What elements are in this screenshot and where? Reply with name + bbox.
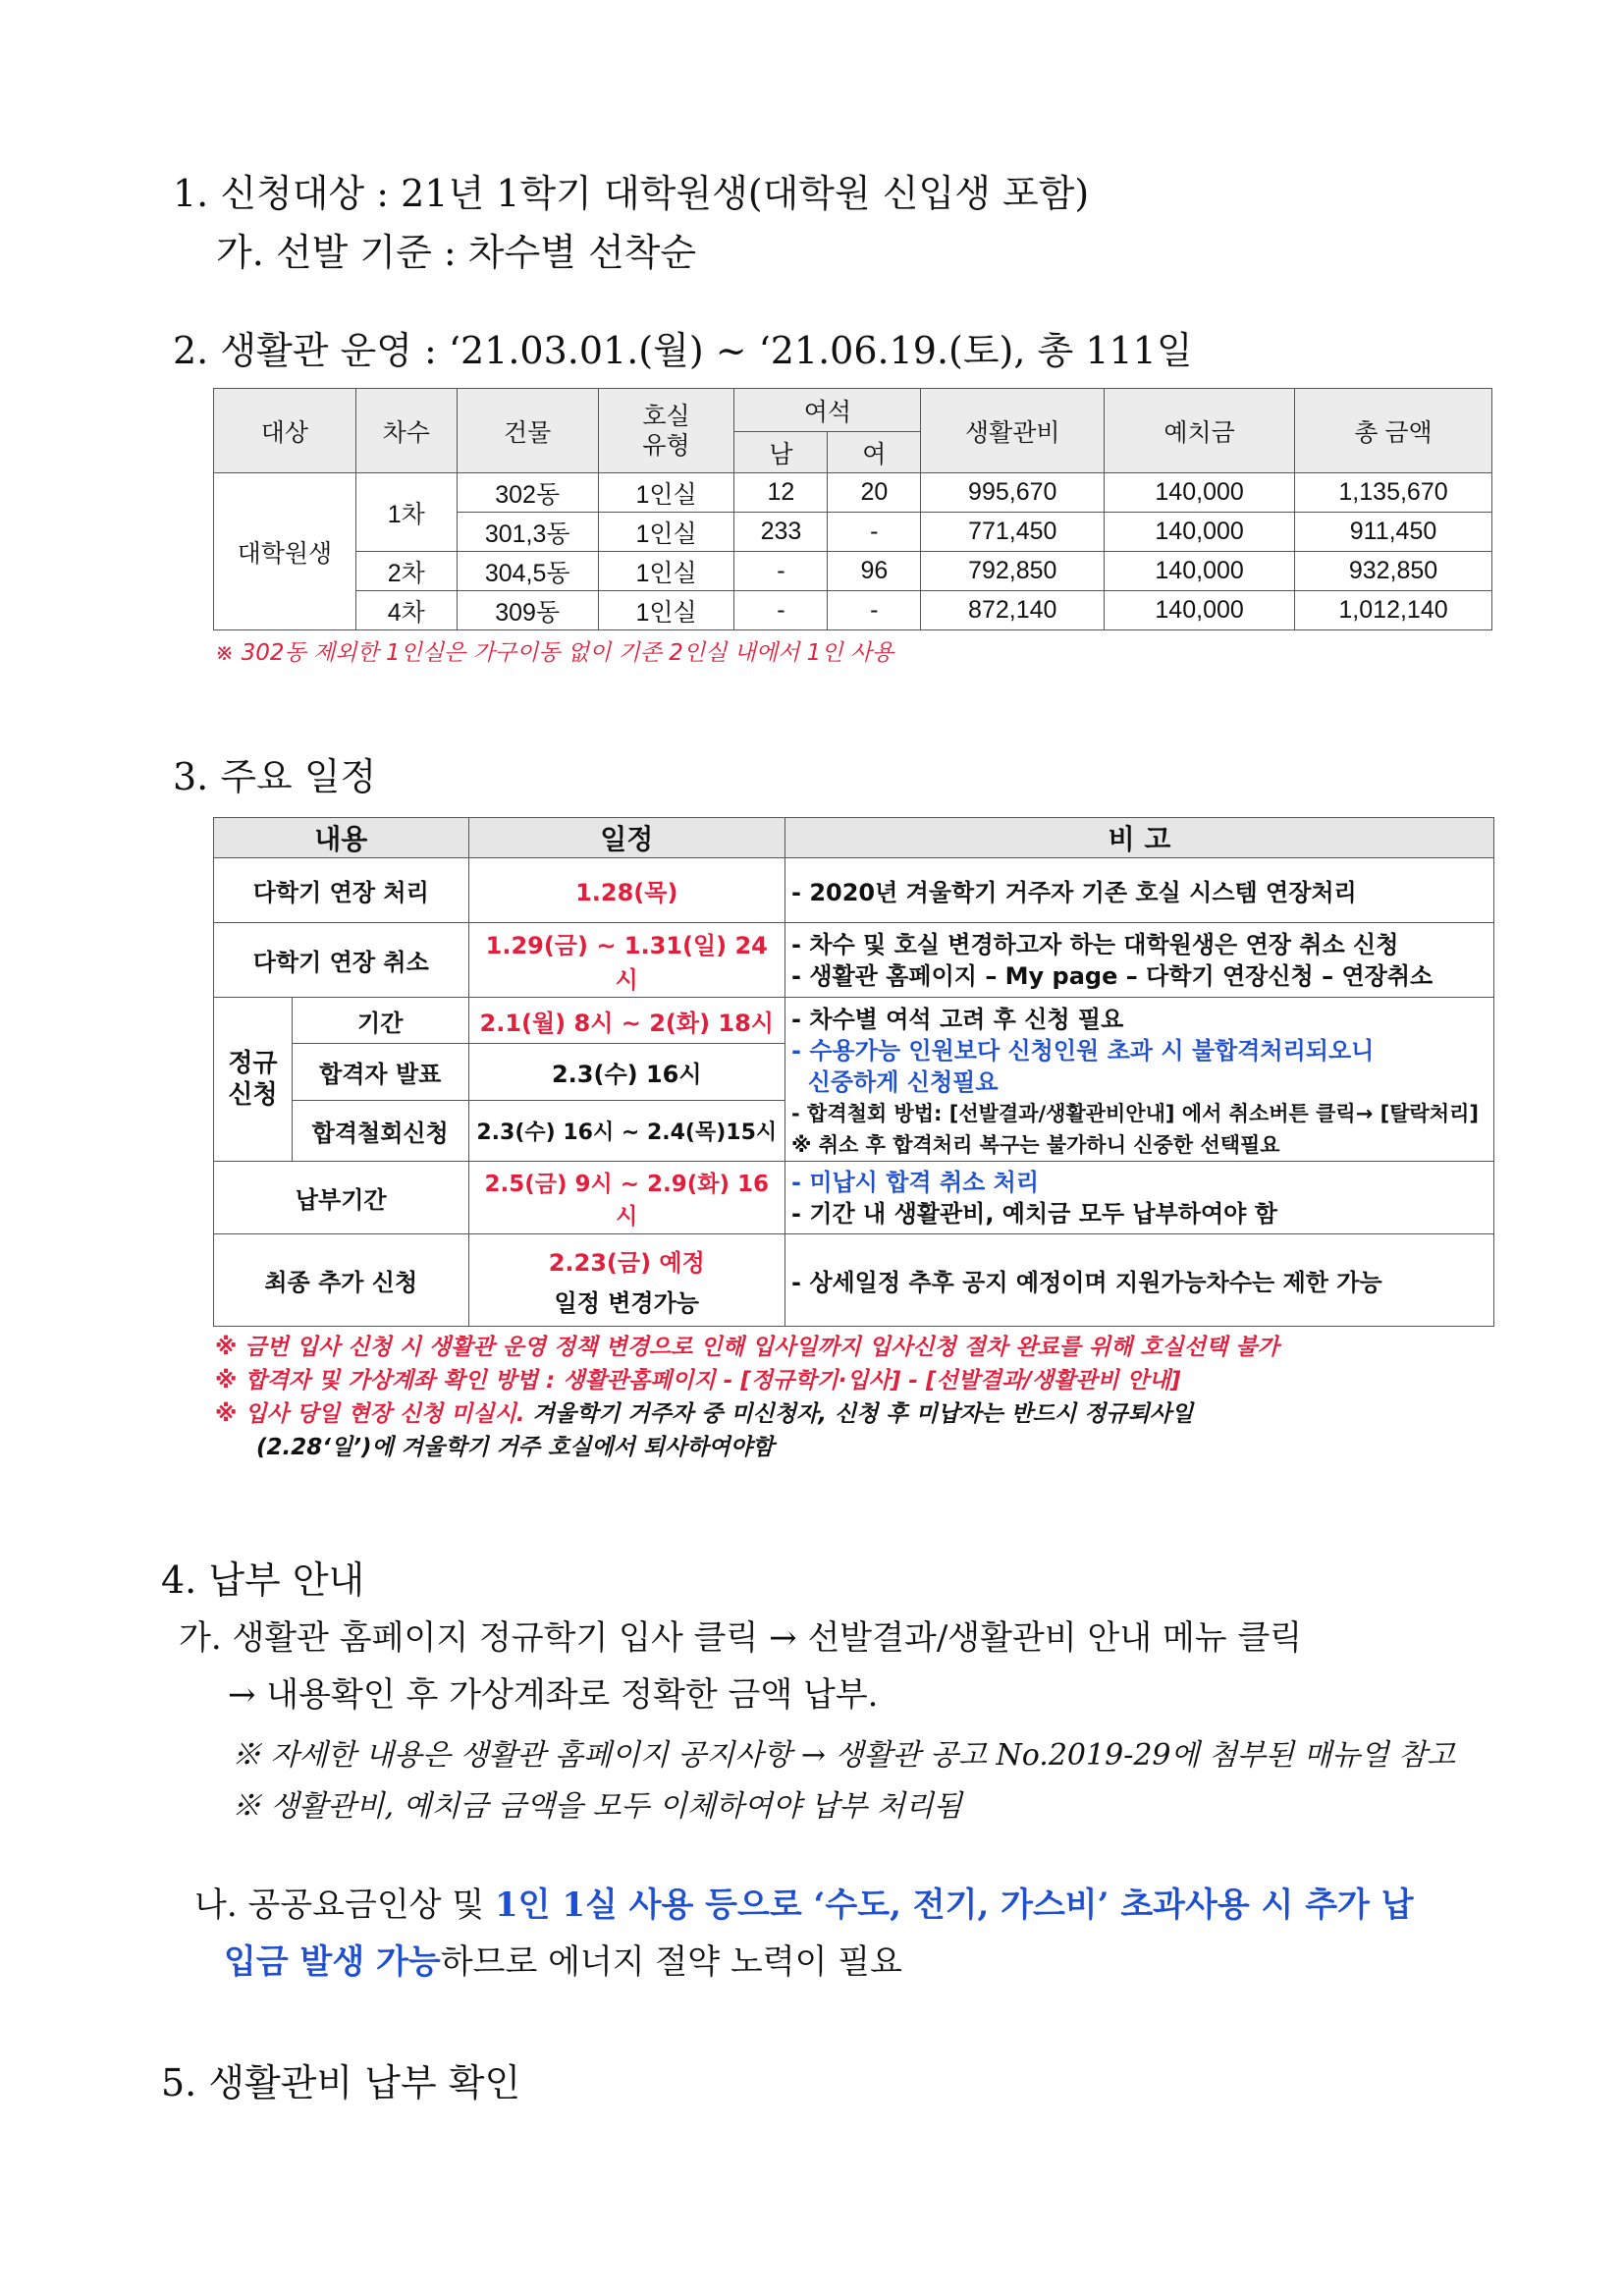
table-row bbox=[214, 473, 1492, 513]
note-line: ※ 금번 입사 신청 시 생활관 운영 정책 변경으로 인해 입사일까지 입사신청 절차 완료를 위해 호실선택 불가 bbox=[215, 1335, 1279, 1360]
schedule-cell: 1.28(목) bbox=[468, 858, 784, 923]
schedule-cell: 2.1(월) 8시 ~ 2(화) 18시 bbox=[468, 998, 784, 1044]
male-cell: - bbox=[734, 591, 828, 630]
fee-cell: 771,450 bbox=[921, 513, 1105, 552]
schedule-cell: 2.3(수) 16시 bbox=[468, 1044, 784, 1101]
section1-title: 1. 신청대상 : 21년 1학기 대학원생(대학원 신입생 포함) bbox=[173, 172, 1090, 215]
header-seats: 여석 bbox=[734, 389, 921, 432]
header-building: 건물 bbox=[457, 389, 598, 473]
utility-notice-cont bbox=[224, 1935, 902, 1983]
header-total: 총 금액 bbox=[1295, 389, 1492, 473]
header-female: 여 bbox=[828, 432, 921, 473]
remark-line: - 차수 및 호실 변경하고자 하는 대학원생은 연장 취소 신청 bbox=[791, 930, 1399, 958]
payment-step-ga-cont: → 내용확인 후 가상계좌로 정확한 금액 납부. bbox=[228, 1675, 879, 1715]
header-schedule: 일정 bbox=[468, 818, 784, 858]
schedule-notes bbox=[215, 1331, 1279, 1464]
total-cell: 1,012,140 bbox=[1295, 591, 1492, 630]
content-cell: 다학기 연장 처리 bbox=[214, 858, 469, 923]
utility-notice-highlight: 1인 1실 사용 등으로 ‘수도, 전기, 가스비’ 초과사용 시 추가 납 bbox=[494, 1886, 1414, 1925]
female-cell: 96 bbox=[828, 552, 921, 591]
table-row bbox=[214, 591, 1492, 630]
remark-line: ※ 취소 후 합격처리 복구는 불가하니 신중한 선택필요 bbox=[791, 1133, 1280, 1157]
header-deposit: 예치금 bbox=[1105, 389, 1295, 473]
content-cell: 합격철회신청 bbox=[292, 1101, 468, 1162]
fee-cell: 792,850 bbox=[921, 552, 1105, 591]
remark-line: - 차수별 여석 고려 후 신청 필요 bbox=[791, 1006, 1124, 1033]
utility-notice-suffix: 하므로 에너지 절약 노력이 필요 bbox=[440, 1942, 902, 1982]
section5-title: 5. 생활관비 납부 확인 bbox=[161, 2061, 521, 2105]
note-line: (2.28‘일’)에 겨울학기 거주 호실에서 퇴사하여야함 bbox=[256, 1435, 775, 1460]
building-cell: 304,5동 bbox=[457, 552, 598, 591]
content-cell: 최종 추가 신청 bbox=[214, 1234, 469, 1327]
payment-step-ga: 가. 생활관 홈페이지 정규학기 입사 클릭 → 선발결과/생활관비 안내 메뉴 클릭 bbox=[179, 1618, 1303, 1658]
male-cell: - bbox=[734, 552, 828, 591]
round-cell: 4차 bbox=[355, 591, 457, 630]
utility-notice-prefix: 나. 공공요금인상 및 bbox=[194, 1886, 495, 1925]
section2-title: 2. 생활관 운영 : ‘21.03.01.(월) ~ ‘21.06.19.(토), 총 111일 bbox=[173, 329, 1193, 372]
header-remark: 비 고 bbox=[785, 818, 1494, 858]
remark-cell bbox=[785, 998, 1494, 1162]
fee-cell: 872,140 bbox=[921, 591, 1105, 630]
content-cell: 합격자 발표 bbox=[292, 1044, 468, 1101]
section3-title: 3. 주요 일정 bbox=[173, 755, 377, 798]
round-cell: 1차 bbox=[355, 473, 457, 552]
header-content: 내용 bbox=[214, 818, 469, 858]
section4-title: 4. 납부 안내 bbox=[161, 1558, 365, 1602]
male-cell: 12 bbox=[734, 473, 828, 513]
total-cell: 932,850 bbox=[1295, 552, 1492, 591]
building-cell: 309동 bbox=[457, 591, 598, 630]
header-male: 남 bbox=[734, 432, 828, 473]
note-black-part: 겨울학기 거주자 중 미신청자, 신청 후 미납자는 반드시 정규퇴사일 bbox=[524, 1401, 1194, 1427]
fee-cell: 995,670 bbox=[921, 473, 1105, 513]
remark-line: - 기간 내 생활관비, 예치금 모두 납부하여야 함 bbox=[791, 1199, 1277, 1228]
schedule-cell: 2.3(수) 16시 ~ 2.4(목)15시 bbox=[468, 1101, 784, 1162]
schedule-table bbox=[213, 817, 1494, 1327]
payment-note-manual: ※ 자세한 내용은 생활관 홈페이지 공지사항 → 생활관 공고 No.2019-29에 첨부된 매뉴얼 참고 bbox=[232, 1738, 1455, 1773]
remark-cell bbox=[785, 1162, 1494, 1234]
deposit-cell: 140,000 bbox=[1105, 552, 1295, 591]
deposit-cell: 140,000 bbox=[1105, 591, 1295, 630]
note-line bbox=[215, 1397, 1279, 1431]
female-cell: 20 bbox=[828, 473, 921, 513]
table-row bbox=[214, 998, 1494, 1044]
type-cell: 1인실 bbox=[598, 513, 734, 552]
schedule-line: 일정 변경가능 bbox=[554, 1288, 699, 1317]
section1-subtitle: 가. 선발 기준 : 차수별 선착순 bbox=[216, 231, 697, 274]
content-cell: 기간 bbox=[292, 998, 468, 1044]
female-cell: - bbox=[828, 591, 921, 630]
table-row bbox=[214, 1162, 1494, 1234]
schedule-cell: 1.29(금) ~ 1.31(일) 24시 bbox=[468, 923, 784, 998]
remark-line: - 미납시 합격 취소 처리 bbox=[791, 1168, 1040, 1196]
deposit-cell: 140,000 bbox=[1105, 513, 1295, 552]
type-cell: 1인실 bbox=[598, 552, 734, 591]
remark-line: - 수용가능 인원보다 신청인원 초과 시 불합격처리되오니 bbox=[791, 1037, 1375, 1065]
remark-cell: - 상세일정 추후 공지 예정이며 지원가능차수는 제한 가능 bbox=[785, 1234, 1494, 1327]
utility-notice bbox=[194, 1878, 1414, 1926]
type-cell: 1인실 bbox=[598, 473, 734, 513]
table-row bbox=[214, 858, 1494, 923]
table-row bbox=[214, 1234, 1494, 1327]
dorm-fee-table bbox=[213, 388, 1492, 630]
round-cell: 2차 bbox=[355, 552, 457, 591]
content-cell: 다학기 연장 취소 bbox=[214, 923, 469, 998]
schedule-line: 2.23(금) 예정 bbox=[548, 1248, 705, 1277]
type-cell: 1인실 bbox=[598, 591, 734, 630]
utility-notice-highlight: 입금 발생 가능 bbox=[224, 1942, 441, 1982]
schedule-cell bbox=[468, 1234, 784, 1327]
header-room-type: 호실 유형 bbox=[598, 389, 734, 473]
male-cell: 233 bbox=[734, 513, 828, 552]
remark-line: - 합격철회 방법: [선발결과/생활관비안내] 에서 취소버튼 클릭→ [탈락처리] bbox=[791, 1102, 1479, 1125]
payment-note-transfer: ※ 생활관비, 예치금 금액을 모두 이체하여야 납부 처리됨 bbox=[232, 1789, 962, 1824]
content-cell: 납부기간 bbox=[214, 1162, 469, 1234]
total-cell: 911,450 bbox=[1295, 513, 1492, 552]
target-cell: 대학원생 bbox=[214, 473, 356, 630]
remark-line: - 생활관 홈페이지 – My page – 다학기 연장신청 – 연장취소 bbox=[791, 961, 1434, 990]
table-note: ※ 302동 제외한 1인실은 가구이동 없이 기존 2인실 내에서 1인 사용 bbox=[215, 640, 894, 666]
table-row bbox=[214, 552, 1492, 591]
remark-line: 신중하게 신청필요 bbox=[791, 1068, 999, 1096]
note-red-part: ※ 입사 당일 현장 신청 미실시. bbox=[215, 1401, 525, 1427]
deposit-cell: 140,000 bbox=[1105, 473, 1295, 513]
total-cell: 1,135,670 bbox=[1295, 473, 1492, 513]
note-line: ※ 합격자 및 가상계좌 확인 방법 : 생활관홈페이지 - [정규학기·입사] - [선발결과/생활관비 안내] bbox=[215, 1368, 1181, 1394]
schedule-cell: 2.5(금) 9시 ~ 2.9(화) 16시 bbox=[468, 1162, 784, 1234]
table-row bbox=[214, 923, 1494, 998]
regular-application-label: 정규 신청 bbox=[214, 998, 293, 1162]
building-cell: 301,3동 bbox=[457, 513, 598, 552]
female-cell: - bbox=[828, 513, 921, 552]
building-cell: 302동 bbox=[457, 473, 598, 513]
header-fee: 생활관비 bbox=[921, 389, 1105, 473]
header-target: 대상 bbox=[214, 389, 356, 473]
remark-cell: - 2020년 겨울학기 거주자 기존 호실 시스템 연장처리 bbox=[785, 858, 1494, 923]
remark-cell bbox=[785, 923, 1494, 998]
header-round: 차수 bbox=[355, 389, 457, 473]
